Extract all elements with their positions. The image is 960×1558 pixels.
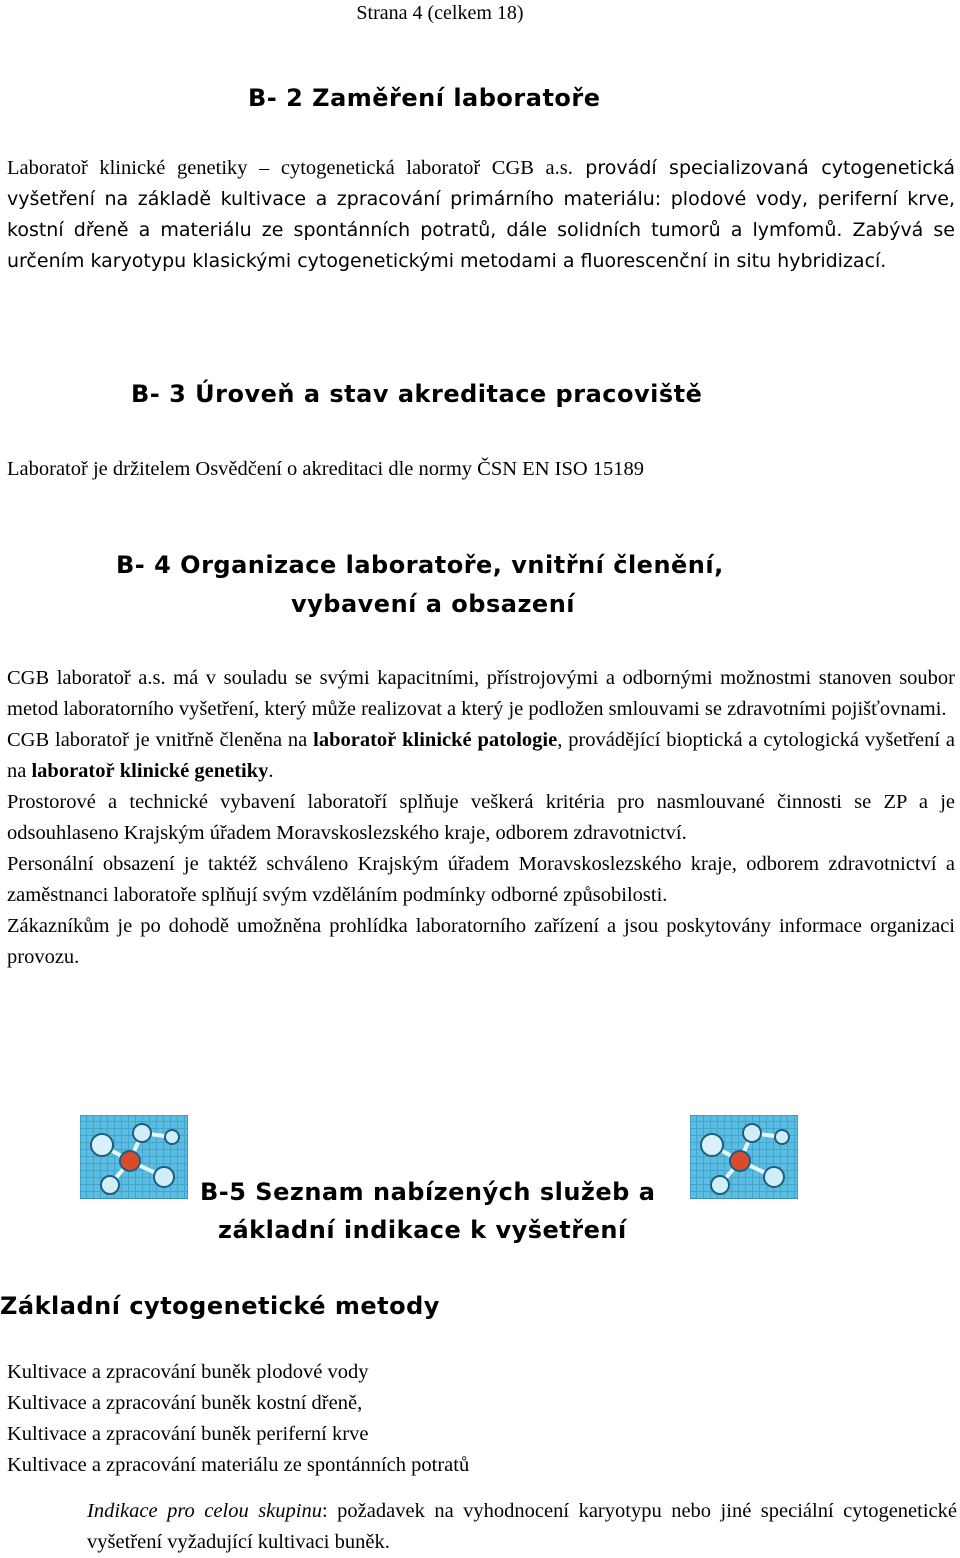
method-item: Kultivace a zpracování buněk plodové vody	[7, 1361, 369, 1383]
section-heading-b3: B- 3 Úroveň a stav akreditace pracoviště	[131, 380, 703, 408]
section-b2-paragraph	[7, 153, 955, 277]
b4-paragraph-4: Personální obsazení je taktéž schváleno Krajským úřadem Moravskoslezského kraje, odborem zdravotnictví a zaměstnanci laboratoře splňují svým vzděláním podmínky odborné způsobilosti.	[7, 853, 955, 906]
b4-p2-text-a: CGB laboratoř je vnitřně členěna na	[7, 729, 314, 751]
b4-paragraph-5: Zákazníkům je po dohodě umožněna prohlídka laboratorního zařízení a jsou poskytovány informace organizaci provozu.	[7, 915, 955, 968]
section-heading-b4-line2: vybavení a obsazení	[291, 590, 576, 618]
b4-p2-bold-pathology: laboratoř klinické patologie	[313, 729, 558, 751]
page-number-label: Strana 4 (celkem 18)	[356, 2, 524, 24]
molecule-icon	[690, 1115, 798, 1199]
indication-note	[87, 1496, 957, 1558]
b4-p2-text-c: , provádějící bioptická a cytologická vyšetření a na	[7, 729, 956, 782]
indication-label: Indikace pro celou skupinu	[87, 1500, 322, 1522]
section-heading-b5-line2: základní indikace k vyšetření	[218, 1216, 627, 1244]
method-item: Kultivace a zpracování materiálu ze spontánních potratů	[7, 1454, 470, 1476]
b4-paragraph-1: CGB laboratoř a.s. má v souladu se svými kapacitními, přístrojovými a odbornými možnostmi stanoven soubor metod laboratorního vyšetření, který může realizovat a který je podložen smlouvami se zdravotními pojišťovnami.	[7, 667, 955, 720]
indication-text: : požadavek na vyhodnocení karyotypu nebo jiné speciální cytogenetické vyšetření vyžadující kultivaci buněk.	[87, 1500, 957, 1553]
b2-body-text: provádí specializovaná cytogenetická vyšetření na základě kultivace a zpracování primárního materiálu: plodové vody, periferní krve, kostní dřeně a materiálu ze spontánních potratů, dále solidních tumorů a lymfomů. Zabývá se určením karyotypu klasickými cytogenetickými metodami a fluorescenční in situ hybridizací.	[7, 157, 955, 272]
methods-heading: Základní cytogenetické metody	[0, 1292, 440, 1320]
method-item: Kultivace a zpracování buněk periferní krve	[7, 1423, 369, 1445]
b4-paragraph-3: Prostorové a technické vybavení laboratoří splňuje veškerá kritéria pro nasmlouvané činnosti se ZP a je odsouhlaseno Krajským úřadem Moravskoslezského kraje, odborem zdravotnictví.	[7, 791, 955, 844]
section-heading-b2: B- 2 Zaměření laboratoře	[248, 84, 601, 112]
section-b4-body	[7, 663, 955, 973]
b4-paragraph-2	[7, 725, 955, 787]
b4-p2-text-e: .	[268, 760, 274, 782]
b2-intro-text: Laboratoř klinické genetiky – cytogenetická laboratoř CGB a.s.	[7, 157, 573, 179]
method-item: Kultivace a zpracování buněk kostní dřeně,	[7, 1392, 363, 1414]
section-heading-b4-line1: B- 4 Organizace laboratoře, vnitřní členění,	[116, 551, 724, 579]
b4-p2-bold-genetics: laboratoř klinické genetiky	[31, 760, 269, 782]
molecule-icon	[80, 1115, 188, 1199]
accreditation-text: Laboratoř je držitelem Osvědčení o akreditaci dle normy ČSN EN ISO 15189	[7, 458, 645, 480]
section-heading-b5-line1: B-5 Seznam nabízených služeb a	[200, 1178, 656, 1206]
